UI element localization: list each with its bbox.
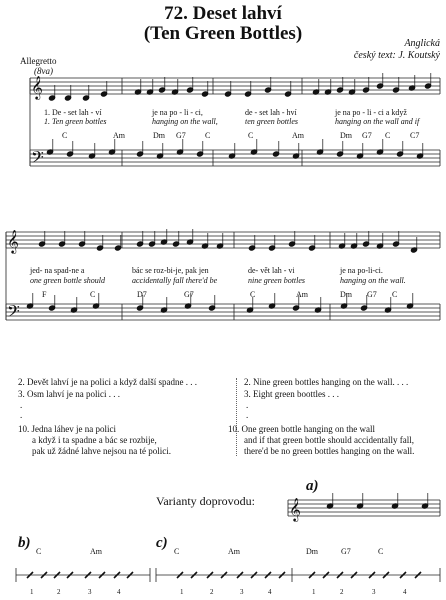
chord-s1-3: Dm: [153, 131, 165, 140]
variant-b-chord-1: C: [36, 547, 42, 556]
lyric-en-1-1: 1. Ten green bottles: [44, 117, 107, 126]
verse-cz-10-line-3: pak už žádné lahve nejsou na té polici.: [32, 446, 171, 456]
beat-number: 2: [340, 588, 344, 596]
treble-clef-icon: 𝄞: [31, 75, 43, 99]
beat-number: 3: [240, 588, 244, 596]
lyric-en-2-4: hanging on the wall.: [340, 276, 406, 285]
variant-c-chord-2: Am: [228, 547, 240, 556]
chord-s2-9: C: [392, 290, 398, 299]
lyric-en-2-2: accidentally fall there'd be: [132, 276, 218, 285]
chord-s1-11: C7: [410, 131, 420, 140]
lyric-en-1-4: hanging on the wall and if: [335, 117, 420, 126]
verse-en-2: 2. Nine green bottles hanging on the wall. . . .: [244, 377, 409, 387]
verse-en-dot-1: .: [246, 400, 249, 410]
treble-clef-icon: 𝄞: [7, 229, 19, 253]
lyric-en-2-3: nine green bottles: [248, 276, 306, 285]
variant-c-label: c): [156, 535, 168, 551]
beat-number: 3: [372, 588, 376, 596]
beat-number: 1: [30, 588, 34, 596]
chord-s2-2: C: [90, 290, 96, 299]
variant-c-chord-3: Dm: [306, 547, 318, 556]
chord-s1-4: G7: [176, 131, 186, 140]
lyric-en-2-1: one green bottle should: [30, 276, 106, 285]
beat-number: 1: [312, 588, 316, 596]
variant-b-label: b): [18, 535, 31, 551]
lyric-cz-2-2: bác se roz-bi-je, pak jen: [132, 266, 209, 275]
beat-number: 4: [117, 588, 121, 596]
beat-number: 4: [403, 588, 407, 596]
lyric-en-1-3: ten green bottles: [245, 117, 299, 126]
chord-s2-7: Dm: [340, 290, 352, 299]
beat-number: 2: [210, 588, 214, 596]
verse-cz-3: 3. Osm lahví je na polici . . .: [18, 389, 120, 399]
chord-s2-1: F: [42, 290, 47, 299]
treble-clef-icon: 𝄞: [289, 497, 301, 521]
origin-label: Anglická: [404, 38, 440, 49]
bass-clef-icon: 𝄢: [31, 147, 44, 171]
lyric-cz-2-1: jed- na spad-ne a: [30, 266, 85, 275]
chord-s1-7: Am: [292, 131, 304, 140]
variant-a-label: a): [306, 478, 319, 494]
verse-en-10-line-3: there'd be no green bottles hanging on the wall.: [244, 446, 415, 456]
variant-c-chord-1: C: [174, 547, 180, 556]
beat-number: 3: [88, 588, 92, 596]
song-subtitle: (Ten Green Bottles): [143, 23, 303, 44]
lyric-cz-2-4: je na po-li-ci.: [340, 266, 383, 275]
beat-number: 4: [268, 588, 272, 596]
lyric-cz-1-2: je na po - li - ci,: [152, 108, 203, 117]
verse-en-dot-2: .: [246, 410, 249, 420]
verse-cz-10-line-2: a když i ta spadne a bác se rozbije,: [32, 435, 157, 445]
chord-s1-1: C: [62, 131, 68, 140]
verse-cz-2: 2. Devět lahví je na polici a když další spadne . . .: [18, 377, 197, 387]
lyric-cz-1-1: 1. De - set lah - ví: [44, 108, 102, 117]
chord-s1-10: C: [385, 131, 391, 140]
chord-s2-6: Am: [296, 290, 308, 299]
verse-cz-10-line-1: 10. Jedna láhev je na polici: [18, 424, 116, 434]
lyricist-credit: český text: J. Koutský: [353, 50, 440, 61]
bass-clef-icon: 𝄢: [7, 301, 20, 325]
chord-s2-8: G7: [367, 290, 377, 299]
variant-b-chord-2: Am: [90, 547, 102, 556]
chord-s1-9: G7: [362, 131, 372, 140]
tempo-marking: Allegretto: [20, 56, 57, 66]
beat-number: 1: [180, 588, 184, 596]
lyric-en-1-2: hanging on the wall,: [152, 117, 218, 126]
variant-c-chord-5: C: [378, 547, 384, 556]
chord-s1-2: Am: [113, 131, 125, 140]
variants-label: Varianty doprovodu:: [156, 494, 255, 508]
lyric-cz-1-3: de - set lah - hví: [245, 108, 297, 117]
verse-cz-dot-2: .: [20, 410, 23, 420]
verse-en-3: 3. Eight green boottles . . .: [244, 389, 339, 399]
chord-s1-8: Dm: [340, 131, 352, 140]
verse-cz-dot-1: .: [20, 400, 23, 410]
column-divider: [236, 378, 237, 456]
verse-en-10-line-2: and if that green bottle should accidentally fall,: [244, 435, 414, 445]
verse-en-10-line-1: 10. One green bottle hanging on the wall: [228, 424, 375, 434]
song-title: 72. Deset lahví: [164, 3, 282, 24]
octave-mark: (8va): [34, 66, 53, 76]
beat-number: 2: [57, 588, 61, 596]
chord-s2-4: G7: [184, 290, 194, 299]
chord-s2-5: C: [250, 290, 256, 299]
chord-s1-5: C: [205, 131, 211, 140]
variant-c-chord-4: G7: [341, 547, 351, 556]
chord-s1-6: C: [248, 131, 254, 140]
chord-s2-3: D7: [137, 290, 147, 299]
lyric-cz-1-4: je na po - li - ci a když: [335, 108, 407, 117]
lyric-cz-2-3: de- vět lah - vi: [248, 266, 295, 275]
